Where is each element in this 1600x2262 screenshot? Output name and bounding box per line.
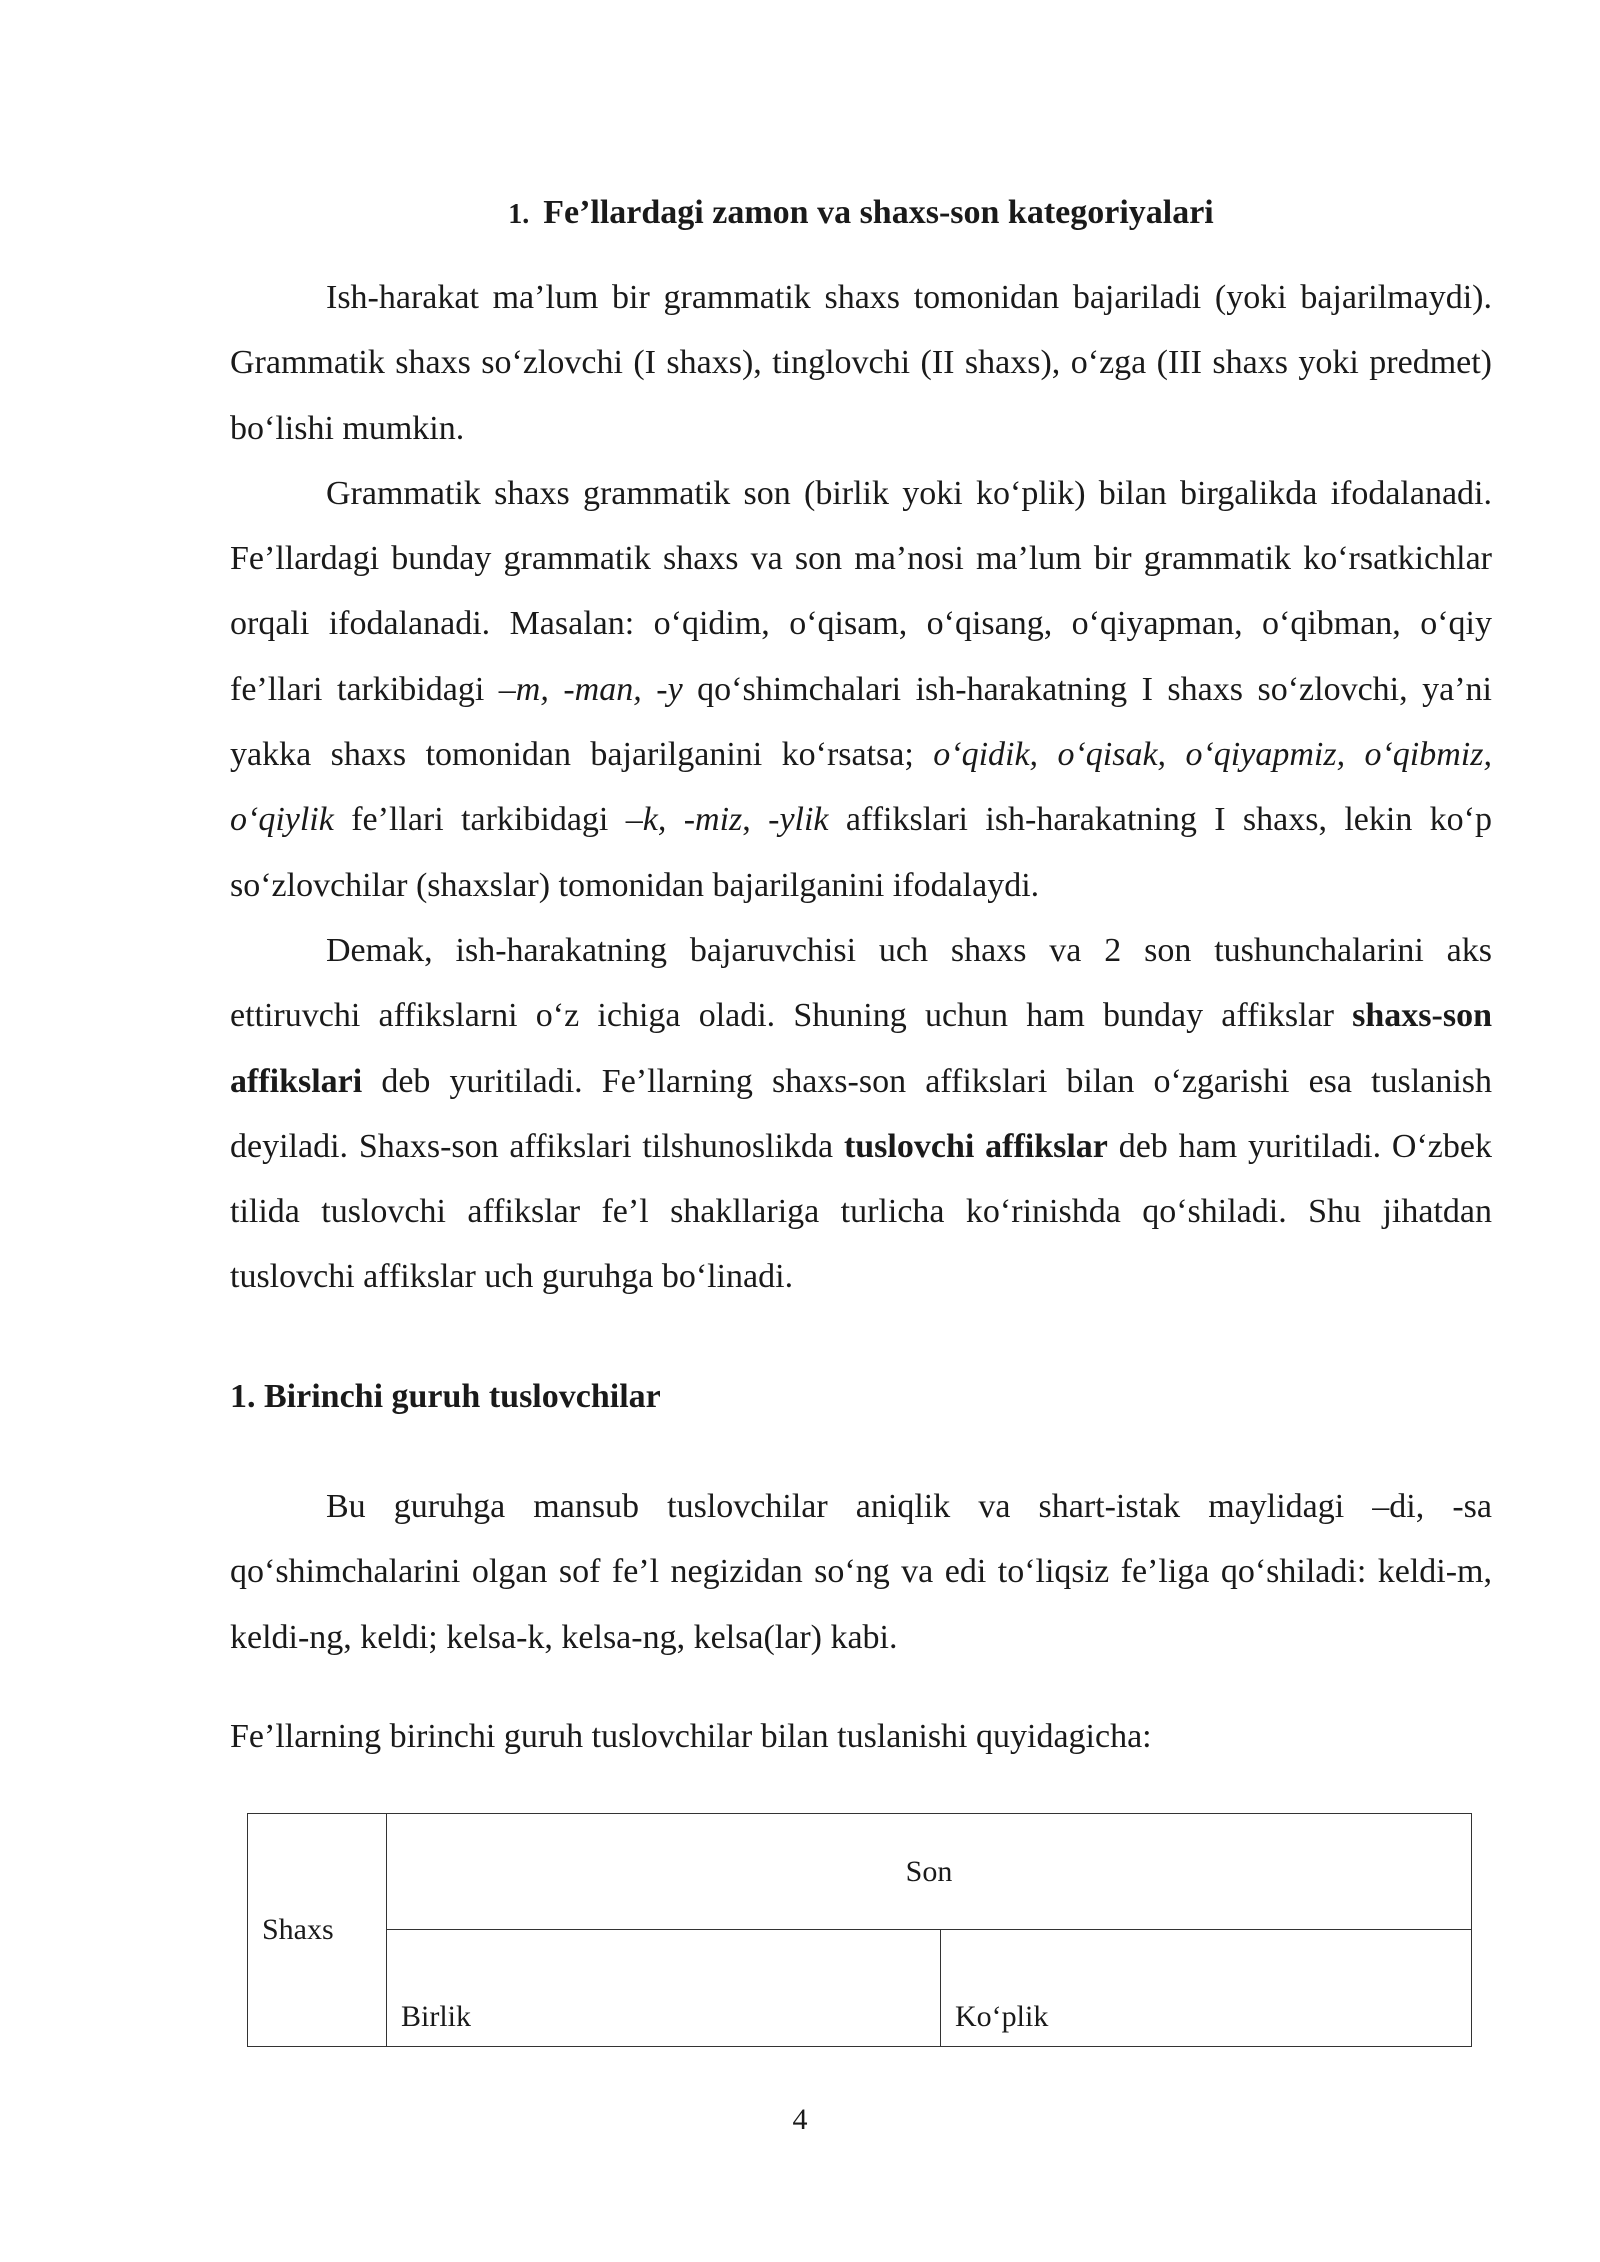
header-shaxs: Shaxs bbox=[248, 1814, 387, 2047]
paragraph-2-italic-examples: o‘qidik, o‘qisak, o‘qiyapmiz, o‘qibmiz, o‘qiylik bbox=[230, 736, 1492, 839]
paragraph-4-block bbox=[230, 1474, 1492, 1670]
paragraph-2-text-c: qo‘shimchalari ish-harakatning I shaxs so‘zlovchi, ya’ni yakka shaxs tomonidan bajarilganini ko‘rsatsa; bbox=[230, 670, 1492, 774]
paragraph-2-text-i: affikslari ish-harakatning I shaxs, lekin ko‘p so‘zlovchilar (shaxslar) tomonidan bajarilganini ifodalaydi. bbox=[230, 801, 1493, 904]
paragraph-2-text-a: Grammatik shaxs grammatik son (birlik yoki ko‘plik) bilan birgalikda ifodalanadi. Fe’llardagi bunday grammatik shaxs va son ma’nosi ma’lum bir grammatik ko‘rsatkichlar orqali ifodalanadi. Masalan: o‘qidim, o‘qisam, o‘qisang, o‘qiyapman, o‘qibman, o‘qiy fe’llari tarkibidagi bbox=[230, 474, 1492, 708]
body-text bbox=[230, 265, 1492, 1310]
paragraph-2-text-e: fe’llari tarkibidagi bbox=[333, 801, 626, 839]
table-row bbox=[248, 1930, 1472, 2047]
table-row bbox=[248, 1814, 1472, 1930]
paragraph-3-text-c: deb yuritiladi. Fe’llarning shaxs-son affikslari bilan o‘zgarishi esa tuslanish deyiladi. Shaxs-son affikslari tilshunoslikda bbox=[230, 1062, 1492, 1165]
paragraph-2-italic-suffix-3: -ylik bbox=[768, 801, 829, 839]
section-title: Fe’llardagi zamon va shaxs-son kategoriyalari bbox=[543, 194, 1214, 231]
header-koplik: Ko‘plik bbox=[941, 1930, 1472, 2047]
section-number: 1. bbox=[508, 199, 530, 230]
paragraph-3 bbox=[230, 918, 1492, 1310]
paragraph-2-text-g: , bbox=[742, 801, 769, 839]
paragraph-4: Bu guruhga mansub tuslovchilar aniqlik va shart-istak maylidagi –di, -sa qo‘shimchalarini olgan sof fe’l negizidan so‘ng va edi to‘liqsiz fe’liga qo‘shiladi: keldi-m, keldi-ng, keldi; kelsa-k, kelsa-ng, kelsa(lar) kabi. bbox=[230, 1488, 1492, 1656]
paragraph-3-text-e: deb ham yuritiladi. O‘zbek tilida tuslovchi affikslar fe’l shakllariga turlicha ko‘rinishda qo‘shiladi. Shu jihatdan tuslovchi affikslar uch guruhga bo‘linadi. bbox=[230, 1127, 1492, 1296]
paragraph-1: Ish-harakat ma’lum bir grammatik shaxs tomonidan bajariladi (yoki bajarilmaydi). Grammatik shaxs so‘zlovchi (I shaxs), tinglovchi (II shaxs), o‘zga (III shaxs yoki predmet) bo‘lishi mumkin. bbox=[230, 279, 1492, 447]
table-intro-text: Fe’llarning birinchi guruh tuslovchilar bilan tuslanishi quyidagicha: bbox=[230, 1718, 1152, 1755]
page-number: 4 bbox=[792, 2103, 808, 2136]
header-birlik: Birlik bbox=[387, 1930, 941, 2047]
conjugation-table bbox=[247, 1813, 1472, 2047]
section-heading bbox=[230, 188, 1492, 240]
subsection-heading: 1. Birinchi guruh tuslovchilar bbox=[230, 1378, 661, 1415]
paragraph-2 bbox=[230, 461, 1492, 918]
paragraph-2-italic-suffixes: –m, -man, -y bbox=[498, 670, 683, 708]
term-tuslovchi-affikslar: tuslovchi affikslar bbox=[843, 1127, 1108, 1165]
term-shaxs-son-affikslari: shaxs-son affikslari bbox=[230, 997, 1492, 1100]
paragraph-3-text-a: Demak, ish-harakatning bajaruvchisi uch shaxs va 2 son tushunchalarini aks ettiruvchi affikslarni o‘z ichiga oladi. Shuning uchun ham bunday affikslar bbox=[230, 931, 1492, 1035]
header-son: Son bbox=[387, 1814, 1472, 1930]
paragraph-2-italic-suffixes-2: –k, -miz bbox=[625, 801, 743, 839]
